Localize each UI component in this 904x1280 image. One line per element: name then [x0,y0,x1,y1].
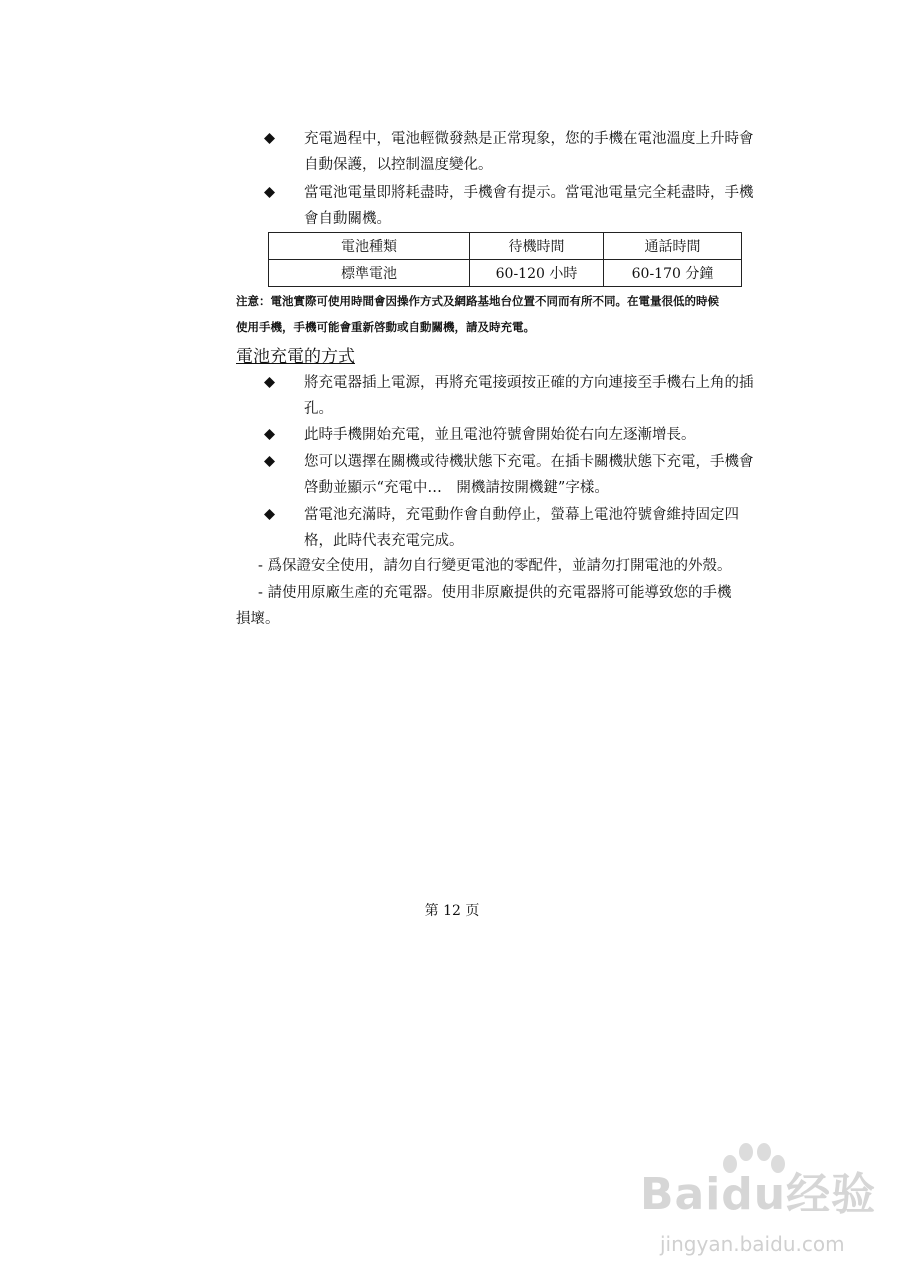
table-header-cell: 電池種類 [269,233,470,260]
bullet-line: 格，此時代表充電完成。 [304,533,464,549]
bullet-line: 此時手機開始充電，並且電池符號會開始從右向左逐漸增長。 [304,427,696,443]
table-header-row [269,233,742,260]
dash-note: - 請使用原廠生產的充電器。使用非原廠提供的充電器將可能導致您的手機 [258,585,732,601]
section-title: 電池充電的方式 [236,347,355,367]
bullet-line: 孔。 [304,401,333,417]
diamond-bullet-icon [264,429,275,440]
table-cell: 標準電池 [269,260,470,287]
bullet-line: 啓動並顯示“充電中… 開機請按開機鍵”字樣。 [304,480,609,496]
bullet-line: 您可以選擇在關機或待機狀態下充電。在插卡關機狀態下充電，手機會 [304,454,754,470]
table-cell: 60-170 分鐘 [604,260,742,287]
page-number: 第 12 页 [424,903,480,919]
diamond-bullet-icon [264,133,275,144]
table-row [269,260,742,287]
dash-note: - 爲保證安全使用，請勿自行變更電池的零配件，並請勿打開電池的外殼。 [258,558,732,574]
watermark-logo: Baidu经验 [640,1169,877,1220]
bullet-line: 會自動關機。 [304,211,391,227]
diamond-bullet-icon [264,377,275,388]
diamond-bullet-icon [264,187,275,198]
watermark-url: jingyan.baidu.com [660,1232,845,1256]
table-header-cell: 待機時間 [470,233,604,260]
note-line: 使用手機，手機可能會重新啓動或自動關機，請及時充電。 [236,320,535,334]
dash-note-continuation: 損壞。 [236,611,280,627]
baidu-watermark [610,1140,890,1265]
bullet-line: 當電池充滿時，充電動作會自動停止，螢幕上電池符號會維持固定四 [304,507,739,523]
bullet-line: 將充電器插上電源，再將充電接頭按正確的方向連接至手機右上角的插 [304,375,754,391]
table-cell: 60-120 小時 [470,260,604,287]
bullet-line: 自動保護，以控制溫度變化。 [304,157,493,173]
bullet-line: 充電過程中，電池輕微發熱是正常現象，您的手機在電池溫度上升時會 [304,131,754,147]
bullet-line: 當電池電量即將耗盡時，手機會有提示。當電池電量完全耗盡時，手機 [304,185,754,201]
battery-note [236,288,786,340]
diamond-bullet-icon [264,509,275,520]
diamond-bullet-icon [264,456,275,467]
table-header-cell: 通話時間 [604,233,742,260]
battery-time-table [268,232,742,287]
note-line: 注意：電池實際可使用時間會因操作方式及網路基地台位置不同而有所不同。在電量很低的時候 [236,294,719,308]
